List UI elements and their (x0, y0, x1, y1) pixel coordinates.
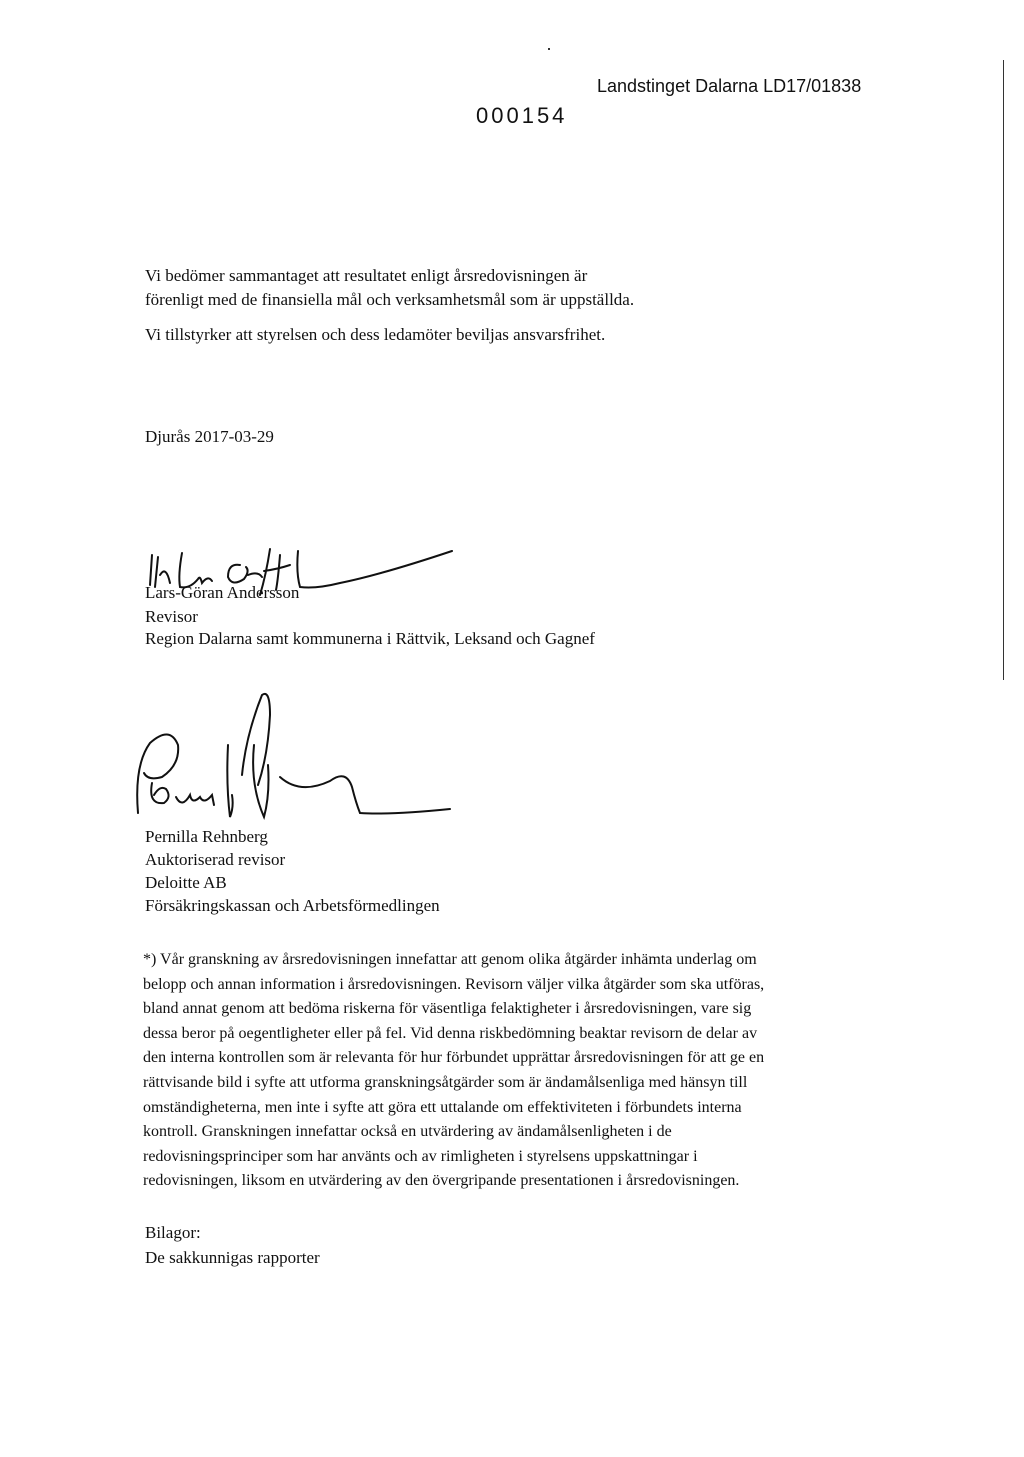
signatory-1-title: Revisor (145, 607, 198, 626)
footnote-line: belopp och annan information i årsredovisningen. Revisorn väljer vilka åtgärder som ska utföras, (143, 975, 765, 993)
signature-pernilla (130, 685, 460, 830)
discharge-statement: Vi tillstyrker att styrelsen och dess ledamöter beviljas ansvarsfrihet. (145, 325, 606, 344)
footnote-line: den interna kontrollen som är relevanta för hur förbundet upprättar årsredovisningen för att ge en (143, 1049, 765, 1067)
footnote-line: redovisningen, liksom en utvärdering av den övergripande presentationen i årsredovisningen. (143, 1172, 740, 1190)
footnote-line: rättvisande bild i syfte att utforma granskningsåtgärder som är ändamålsenliga med hänsyn till (143, 1073, 748, 1091)
conclusion-line-2: förenligt med de finansiella mål och verksamhetsmål som är uppställda. (145, 290, 635, 309)
signatory-2-company: Deloitte AB (145, 873, 227, 892)
attachments-heading: Bilagor: (145, 1223, 201, 1242)
footnote-line: redovisningsprinciper som har använts och av rimligheten i styrelsens uppskattningar i (143, 1147, 698, 1165)
scan-speck (548, 48, 550, 50)
document-reference: Landstinget Dalarna LD17/01838 (597, 76, 862, 96)
footnote-line: kontroll. Granskningen innefattar också en utvärdering av ändamålsenligheten i de (143, 1123, 672, 1141)
conclusion-line-1: Vi bedömer sammantaget att resultatet enligt årsredovisningen är (145, 266, 588, 285)
scan-edge-line (1003, 60, 1004, 680)
attachment-item: De sakkunnigas rapporter (145, 1248, 320, 1267)
footnote-line: bland annat genom att bedöma riskerna för väsentliga felaktigheter i årsredovisningen, vare sig (143, 1000, 752, 1018)
footnote-line: *) Vår granskning av årsredovisningen innefattar att genom olika åtgärder inhämta underlag om (143, 951, 757, 968)
place-date: Djurås 2017-03-29 (145, 427, 274, 446)
footnote (143, 948, 903, 1194)
signatory-2-organization: Försäkringskassan och Arbetsförmedlingen (145, 896, 440, 915)
signatory-2-title: Auktoriserad revisor (145, 850, 286, 869)
signatory-1-name: Lars-Göran Andersson (145, 583, 300, 602)
footnote-line: dessa beror på oegentligheter eller på fel. Vid denna riskbedömning beaktar revisorn de delar av (143, 1024, 758, 1042)
footnote-line: omständigheterna, men inte i syfte att göra ett uttalande om effektiviteten i förbundets interna (143, 1098, 742, 1116)
page-number: 000154 (476, 103, 568, 128)
signatory-1-organization: Region Dalarna samt kommunerna i Rättvik, Leksand och Gagnef (145, 629, 595, 648)
signatory-2-name: Pernilla Rehnberg (145, 827, 268, 846)
